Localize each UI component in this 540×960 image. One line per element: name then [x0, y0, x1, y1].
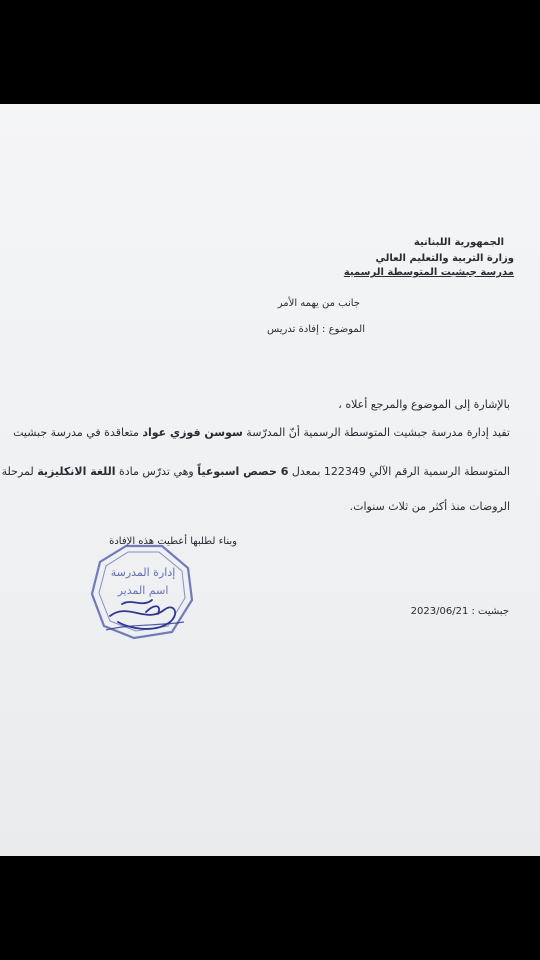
- weekly-hours: 6 حصص اسبوعياً: [197, 465, 289, 478]
- body-text: وهي تدرّس مادة: [115, 465, 198, 478]
- subject-name: اللغة الانكليزية: [37, 465, 116, 478]
- body-text: تفيد إدارة مدرسة جبشيت المتوسطة الرسمية أنّ المدرّسة: [242, 426, 510, 439]
- teacher-name: سوسن فوزي عواد: [142, 426, 243, 439]
- body-text: المتوسطة الرسمية الرقم الآلي 122349 بمعدل: [288, 465, 510, 478]
- stamp-text-mid: اسم المدير: [117, 584, 169, 597]
- document-page: [0, 104, 540, 856]
- body-line-3: الروضات منذ أكثر من ثلاث سنوات.: [349, 500, 510, 513]
- school-stamp: [88, 542, 198, 642]
- body-text: لمرحلة: [1, 465, 38, 478]
- subject-line: الموضوع : إفادة تدريس: [267, 324, 365, 335]
- document-date: جبشيت : 2023/06/21: [410, 606, 509, 617]
- body-line-1: [13, 426, 510, 439]
- reference-line: بالإشارة إلى الموضوع والمرجع أعلاه ،: [338, 398, 510, 411]
- addressee: جانب من يهمه الأمر: [277, 298, 360, 309]
- header-republic: الجمهورية اللبنانية: [413, 237, 504, 248]
- header-school: مدرسة جبشيت المتوسطة الرسمية: [343, 267, 514, 278]
- stamp-text-top: إدارة المدرسة: [110, 566, 176, 579]
- closing-line: وبناء لطلبها أعطيت هذه الإفادة: [109, 536, 237, 547]
- body-text: متعاقدة في مدرسة جبشيت: [13, 426, 143, 439]
- body-line-2: [2, 465, 510, 478]
- header-ministry: وزارة التربية والتعليم العالي: [375, 253, 514, 264]
